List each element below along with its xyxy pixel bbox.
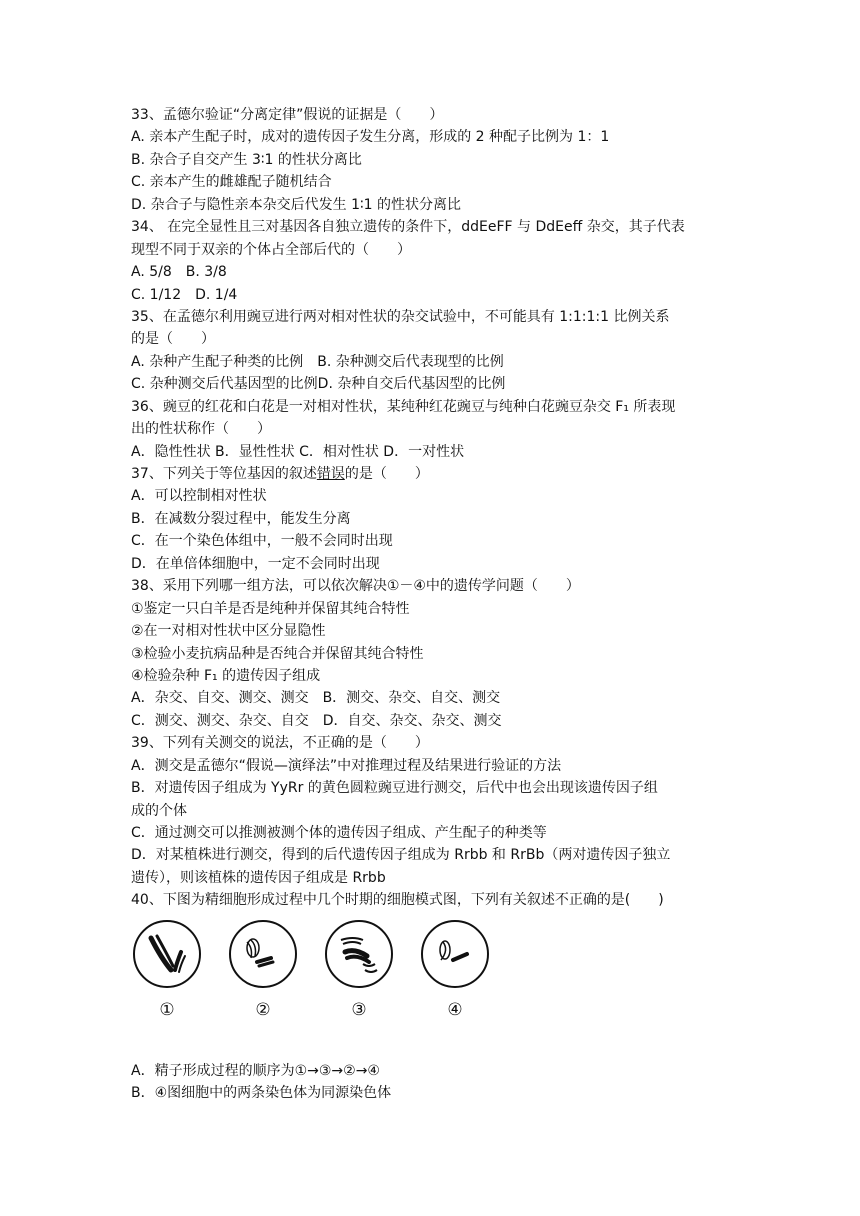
q39-option-d-line1: D．对某植株进行测交，得到的后代遗传因子组成为 Rrbb 和 RrBb（两对遗传因子独立 — [131, 847, 671, 864]
q38-stem: 38、采用下列哪一组方法，可以依次解决①－④中的遗传学问题（ ） — [131, 578, 580, 595]
q37-option-b: B．在减数分裂过程中，能发生分离 — [131, 510, 351, 527]
q38-options-cd: C．测交、测交、杂交、自交 D．自交、杂交、杂交、测交 — [131, 712, 502, 729]
q34-stem-line2: 现型不同于双亲的个体占全部后代的（ ） — [131, 241, 411, 258]
q39-option-c: C．通过测交可以推测被测个体的遗传因子组成、产生配子的种类等 — [131, 825, 547, 841]
q38-item-1: ①鉴定一只白羊是否是纯种并保留其纯合特性 — [131, 600, 410, 617]
q37-option-c: C．在一个染色体组中，一般不会同时出现 — [131, 533, 393, 550]
cell-4 — [419, 918, 491, 1020]
q40-option-a: A．精子形成过程的顺序为①→③→②→④ — [131, 1062, 380, 1079]
spacer — [131, 1036, 731, 1060]
q35-options-cd: C. 杂种测交后代基因型的比例D. 杂种自交后代基因型的比例 — [131, 376, 506, 393]
cell-2 — [227, 918, 299, 1020]
cell-2-label: ② — [255, 999, 271, 1020]
q37-stem-underlined: 错误 — [316, 466, 345, 482]
q34-options-ab: A. 5/8 B. 3/8 — [131, 264, 227, 281]
q40-cell-diagram — [131, 918, 731, 1036]
q38-options-ab: A．杂交、自交、测交、测交 B．测交、杂交、自交、测交 — [131, 690, 501, 707]
cell-1 — [131, 918, 203, 1020]
q36-options: A．隐性性状 B．显性性状 C．相对性状 D．一对性状 — [131, 443, 465, 460]
q33-stem: 33、孟德尔验证“分离定律”假说的证据是（ ） — [131, 107, 444, 123]
q34-options-cd: C. 1/12 D. 1/4 — [131, 286, 238, 303]
q38-item-2: ②在一对相对性状中区分显隐性 — [131, 623, 326, 640]
q37-stem-suffix: 的是（ ） — [344, 466, 429, 482]
q33-option-d: D. 杂合子与隐性亲本杂交后代发生 1∶1 的性状分离比 — [131, 196, 462, 213]
q38-item-3: ③检验小麦抗病品种是否纯合并保留其纯合特性 — [131, 645, 424, 662]
q35-options-ab: A. 杂种产生配子种类的比例 B. 杂种测交后代表现型的比例 — [131, 353, 504, 370]
q40-option-b: B．④图细胞中的两条染色体为同源染色体 — [131, 1085, 392, 1102]
cell-4-drawing — [419, 918, 491, 990]
q33-option-c: C. 亲本产生的雌雄配子随机结合 — [131, 174, 332, 191]
q33-option-a: A. 亲本产生配子时，成对的遗传因子发生分离，形成的 2 种配子比例为 1：1 — [131, 129, 610, 146]
q37-stem — [131, 463, 731, 485]
q37-option-a: A．可以控制相对性状 — [131, 488, 267, 505]
q39-option-b-line2: 成的个体 — [131, 802, 187, 819]
cell-1-drawing — [131, 918, 203, 990]
cell-3 — [323, 918, 395, 1020]
q39-option-a: A．测交是孟德尔“假说—演绎法”中对推理过程及结果进行验证的方法 — [131, 757, 562, 774]
cell-4-label: ④ — [447, 999, 463, 1020]
cell-1-label: ① — [159, 999, 175, 1020]
cell-2-drawing — [227, 918, 299, 990]
q35-stem-line1: 35、在孟德尔利用豌豆进行两对相对性状的杂交试验中，不可能具有 1:1:1:1 比例关系 — [131, 308, 670, 325]
q39-option-d-line2: 遗传），则该植株的遗传因子组成是 Rrbb — [131, 869, 386, 886]
q39-option-b-line1: B．对遗传因子组成为 YyRr 的黄色圆粒豌豆进行测交，后代中也会出现该遗传因子组 — [131, 780, 658, 797]
q34-stem-line1: 34、 在完全显性且三对基因各自独立遗传的条件下，ddEeFF 与 DdEeff 杂交，其子代表 — [131, 219, 685, 236]
cell-3-drawing — [323, 918, 395, 990]
q37-stem-prefix: 37、下列关于等位基因的叙述 — [131, 466, 317, 482]
q37-option-d: D．在单倍体细胞中，一定不会同时出现 — [131, 555, 380, 572]
q39-stem: 39、下列有关测交的说法，不正确的是（ ） — [131, 735, 429, 752]
q38-item-4: ④检验杂种 F₁ 的遗传因子组成 — [131, 667, 321, 684]
q36-stem-line1: 36、豌豆的红花和白花是一对相对性状，某纯种红花豌豆与纯种白花豌豆杂交 F₁ 所表现 — [131, 398, 676, 415]
exam-page — [131, 104, 731, 1105]
q40-stem: 40、下图为精细胞形成过程中几个时期的细胞模式图，下列有关叙述不正确的是( ) — [131, 892, 664, 909]
cell-3-label: ③ — [351, 999, 367, 1020]
q36-stem-line2: 出的性状称作（ ） — [131, 421, 271, 438]
q33-option-b: B. 杂合子自交产生 3∶1 的性状分离比 — [131, 151, 362, 168]
q35-stem-line2: 的是（ ） — [131, 331, 215, 348]
